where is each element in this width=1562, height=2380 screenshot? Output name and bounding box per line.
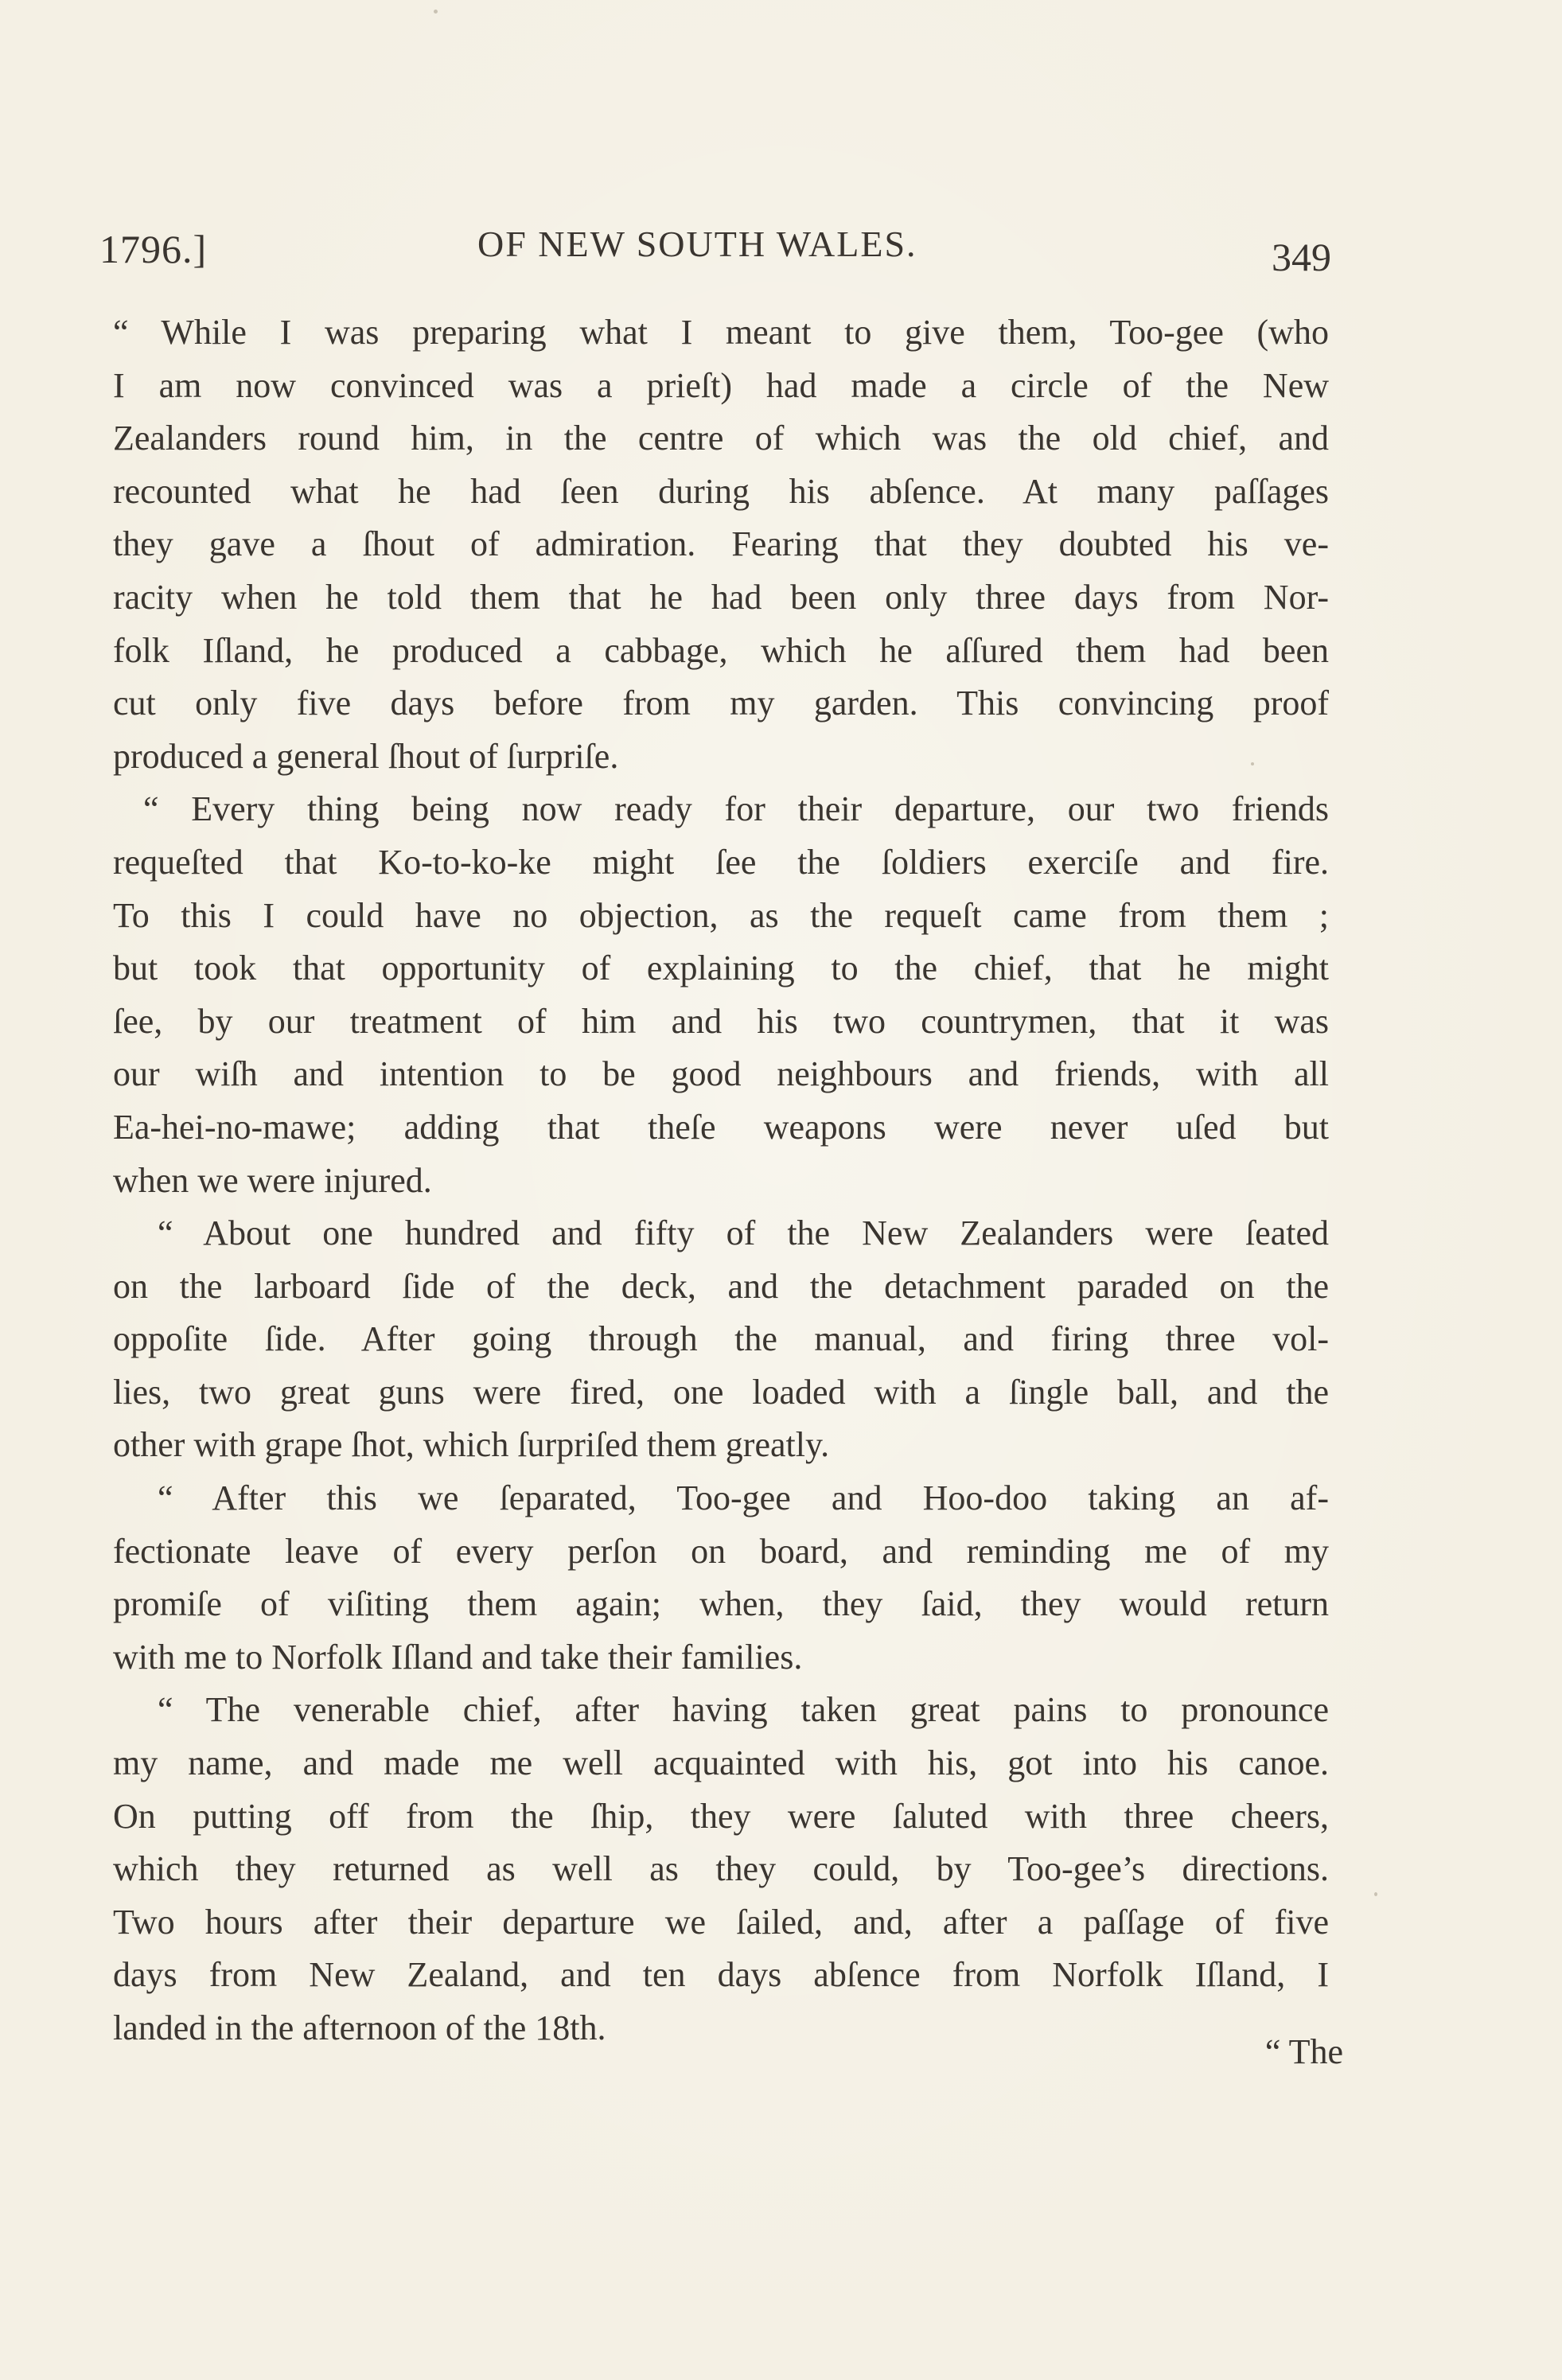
text-line: my name, and made me well acquainted with his, got into his canoe. bbox=[113, 1743, 1329, 1783]
text-line: cut only five days before from my garden. This convincing proof bbox=[113, 684, 1329, 723]
page-number: 349 bbox=[1272, 235, 1331, 279]
text-line: recounted what he had ſeen during his abſence. At many paſſages bbox=[113, 471, 1329, 511]
text-line: Zealanders round him, in the centre of which was the old chief, and bbox=[113, 419, 1329, 458]
text-line: Ea-hei-no-mawe; adding that theſe weapons were never uſed but bbox=[113, 1107, 1329, 1147]
header-title: OF NEW SOUTH WALES. bbox=[477, 224, 917, 264]
text-line: ſee, by our treatment of him and his two countrymen, that it was bbox=[113, 1001, 1329, 1041]
text-line: which they returned as well as they could, by Too-gee’s directions. bbox=[113, 1849, 1329, 1889]
text-line: “ Every thing being now ready for their departure, our two friends bbox=[143, 789, 1329, 829]
text-line: promiſe of viſiting them again; when, they ſaid, they would return bbox=[113, 1584, 1329, 1624]
text-line: oppoſite ſide. After going through the manual, and firing three vol- bbox=[113, 1319, 1329, 1359]
text-line: To this I could have no objection, as the requeſt came from them ; bbox=[113, 895, 1329, 935]
paper-speck bbox=[434, 10, 438, 14]
text-line: days from New Zealand, and ten days abſence from Norfolk Iſland, I bbox=[113, 1955, 1329, 1995]
text-line: “ While I was preparing what I meant to give them, Too-gee (who bbox=[113, 313, 1329, 352]
text-line: racity when he told them that he had been only three days from Nor- bbox=[113, 577, 1329, 617]
text-line: with me to Norfolk Iſland and take their families. bbox=[113, 1637, 803, 1677]
paper-speck bbox=[1374, 1892, 1377, 1896]
text-line: when we were injured. bbox=[113, 1160, 432, 1200]
text-line: requeſted that Ko-to-ko-ke might ſee the ſoldiers exerciſe and fire. bbox=[113, 842, 1329, 882]
catchword: “ The bbox=[1264, 2032, 1343, 2071]
text-line: on the larboard ſide of the deck, and the detachment paraded on the bbox=[113, 1266, 1329, 1306]
text-line: “ About one hundred and fifty of the New Zealanders were ſeated bbox=[158, 1213, 1329, 1253]
text-line: lies, two great guns were fired, one loaded with a ſingle ball, and the bbox=[113, 1372, 1329, 1412]
text-line: folk Iſland, he produced a cabbage, which he aſſured them had been bbox=[113, 630, 1329, 670]
text-line: On putting off from the ſhip, they were ſaluted with three cheers, bbox=[113, 1796, 1329, 1836]
text-line: other with grape ſhot, which ſurpriſed them greatly. bbox=[113, 1425, 830, 1465]
text-line: landed in the afternoon of the 18th. bbox=[113, 2008, 606, 2047]
text-line: our wiſh and intention to be good neighbours and friends, with all bbox=[113, 1054, 1329, 1094]
text-line: “ After this we ſeparated, Too-gee and Hoo-doo taking an af- bbox=[158, 1478, 1329, 1518]
text-line: Two hours after their departure we ſailed, and, after a paſſage of five bbox=[113, 1902, 1329, 1942]
text-line: they gave a ſhout of admiration. Fearing that they doubted his ve- bbox=[113, 524, 1329, 564]
text-line: I am now convinced was a prieſt) had made a circle of the New bbox=[113, 365, 1329, 405]
header-date: 1796.] bbox=[99, 227, 208, 271]
body-text bbox=[113, 306, 1329, 2055]
text-line: but took that opportunity of explaining to the chief, that he might bbox=[113, 948, 1329, 988]
text-line: fectionate leave of every perſon on board, and reminding me of my bbox=[113, 1531, 1329, 1571]
paper-speck bbox=[1251, 762, 1254, 765]
text-line: “ The venerable chief, after having taken great pains to pronounce bbox=[158, 1690, 1329, 1730]
running-head bbox=[99, 216, 1331, 279]
text-line: produced a general ſhout of ſurpriſe. bbox=[113, 736, 619, 776]
